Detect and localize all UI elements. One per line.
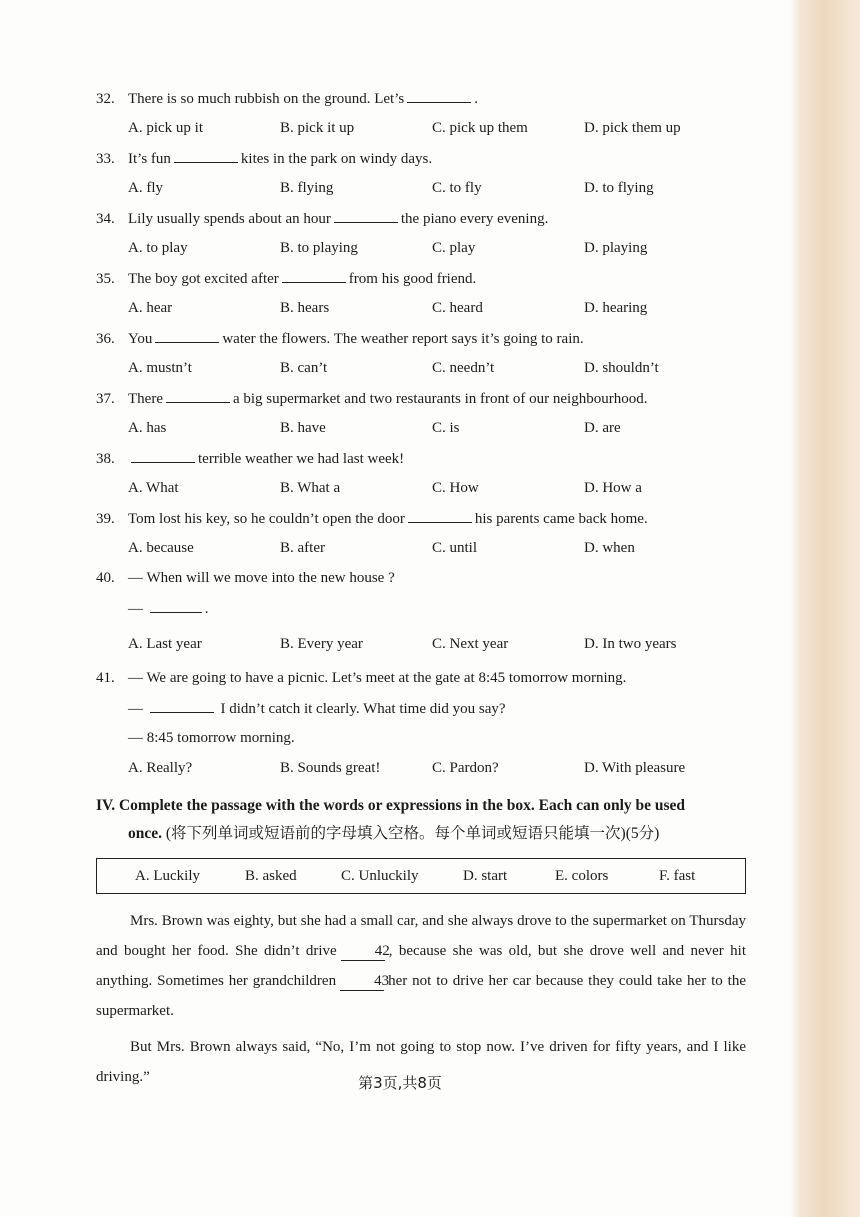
question-number: 41. xyxy=(96,670,115,686)
question-text-post: a big supermarket and two restaurants in front of our neighbourhood. xyxy=(232,391,648,407)
options-row xyxy=(96,358,746,388)
answer-blank[interactable] xyxy=(155,328,219,343)
word-box-item: A. Luckily xyxy=(135,868,200,884)
options-row xyxy=(96,118,746,148)
question-number: 32. xyxy=(96,91,115,107)
answer-option[interactable]: A. Really? xyxy=(128,760,193,776)
word-box-item: E. colors xyxy=(555,868,609,884)
page-footer: 第3页,共8页 xyxy=(358,1074,442,1092)
question-text: — When will we move into the new house ? xyxy=(128,570,395,586)
answer-option[interactable]: B. flying xyxy=(280,180,334,196)
options-row xyxy=(96,238,746,268)
answer-option[interactable]: D. are xyxy=(584,420,621,436)
blank-42[interactable]: 42 xyxy=(341,942,385,961)
answer-option[interactable]: B. Every year xyxy=(280,636,363,652)
answer-option[interactable]: A. has xyxy=(128,420,167,436)
word-box-item: B. asked xyxy=(245,868,297,884)
question-text-post: I didn’t catch it clearly. What time did you say? xyxy=(220,701,506,717)
question-item xyxy=(96,388,746,448)
dash: — xyxy=(128,701,143,717)
passage xyxy=(96,906,746,1092)
answer-option[interactable]: B. pick it up xyxy=(280,120,355,136)
question-text-post: . xyxy=(204,601,209,617)
answer-option[interactable]: A. What xyxy=(128,480,179,496)
question-text-post: his parents came back home. xyxy=(474,511,648,527)
question-number: 33. xyxy=(96,151,115,167)
question-text-pre: It’s fun xyxy=(128,151,171,167)
section-heading-line1: IV. Complete the passage with the words or expressions in the box. Each can only be used xyxy=(96,797,686,814)
answer-option[interactable]: D. when xyxy=(584,540,635,556)
passage-paragraph-2: But Mrs. Brown always said, “No, I’m not going to stop now. I’ve driven for fifty years, and I like driving.” xyxy=(96,1039,746,1085)
answer-option[interactable]: C. Pardon? xyxy=(432,760,499,776)
section-heading-line2: once. xyxy=(128,825,163,842)
answer-option[interactable]: C. is xyxy=(432,420,460,436)
options-row xyxy=(96,478,746,508)
options-row xyxy=(96,634,746,664)
answer-option[interactable]: D. With pleasure xyxy=(584,760,686,776)
answer-option[interactable]: D. playing xyxy=(584,240,648,256)
question-item xyxy=(96,448,746,508)
word-box xyxy=(96,858,746,894)
answer-blank[interactable] xyxy=(407,88,471,103)
question-item xyxy=(96,208,746,268)
answer-blank[interactable] xyxy=(174,148,238,163)
multiple-choice-list xyxy=(96,88,746,568)
answer-option[interactable]: B. Sounds great! xyxy=(280,760,381,776)
answer-blank[interactable] xyxy=(166,388,230,403)
answer-option[interactable]: C. pick up them xyxy=(432,120,528,136)
question-number: 38. xyxy=(96,451,115,467)
question-number: 34. xyxy=(96,211,115,227)
answer-option[interactable]: B. have xyxy=(280,420,326,436)
answer-option[interactable]: D. hearing xyxy=(584,300,648,316)
answer-option[interactable]: D. to flying xyxy=(584,180,654,196)
passage-text: her not to drive her car because they could take her to the supermarket. xyxy=(96,973,746,1019)
answer-option[interactable]: A. because xyxy=(128,540,194,556)
options-row xyxy=(96,758,746,788)
answer-option[interactable]: C. heard xyxy=(432,300,483,316)
question-text-post: terrible weather we had last week! xyxy=(198,451,405,467)
passage-text: , because she was old, but she drove well and never hit anything. Sometimes her grandchildren xyxy=(96,943,746,989)
answer-option[interactable]: D. How a xyxy=(584,480,642,496)
word-box-item: C. Unluckily xyxy=(341,868,419,884)
question-text xyxy=(128,328,746,349)
question-text-line3: — 8:45 tomorrow morning. xyxy=(128,730,295,746)
options-row xyxy=(96,298,746,328)
options-row xyxy=(96,418,746,448)
answer-option[interactable]: B. What a xyxy=(280,480,341,496)
question-text-pre: There xyxy=(128,391,163,407)
question-number: 39. xyxy=(96,511,115,527)
question-item xyxy=(96,88,746,148)
blank-43[interactable]: 43 xyxy=(340,972,384,991)
page-content xyxy=(96,88,746,1092)
answer-option[interactable]: C. How xyxy=(432,480,479,496)
answer-option[interactable]: D. shouldn’t xyxy=(584,360,659,376)
question-40 xyxy=(96,568,746,664)
question-item xyxy=(96,328,746,388)
question-text xyxy=(128,508,746,529)
options-row xyxy=(96,178,746,208)
passage-paragraph-1 xyxy=(96,906,746,1026)
answer-option[interactable]: C. until xyxy=(432,540,478,556)
question-text xyxy=(128,208,746,229)
answer-blank[interactable] xyxy=(131,448,195,463)
next-page-edge xyxy=(800,0,860,1217)
answer-option[interactable]: A. mustn’t xyxy=(128,360,192,376)
question-text-post: from his good friend. xyxy=(348,271,477,287)
options-row xyxy=(96,538,746,568)
answer-option[interactable]: C. needn’t xyxy=(432,360,495,376)
question-number: 37. xyxy=(96,391,115,407)
answer-option[interactable]: B. can’t xyxy=(280,360,328,376)
answer-blank[interactable] xyxy=(282,268,346,283)
question-item xyxy=(96,268,746,328)
answer-option[interactable]: A. fly xyxy=(128,180,163,196)
question-text-pre: Lily usually spends about an hour xyxy=(128,211,331,227)
answer-blank[interactable] xyxy=(334,208,398,223)
question-text xyxy=(128,388,746,409)
answer-option[interactable]: A. hear xyxy=(128,300,173,316)
answer-option[interactable]: D. pick them up xyxy=(584,120,681,136)
question-text-pre: The boy got excited after xyxy=(128,271,279,287)
answer-option[interactable]: B. after xyxy=(280,540,325,556)
answer-option[interactable]: B. to playing xyxy=(280,240,358,256)
answer-option[interactable]: A. pick up it xyxy=(128,120,203,136)
question-text-pre: There is so much rubbish on the ground. Let’s xyxy=(128,91,405,107)
question-item xyxy=(96,508,746,568)
question-number: 36. xyxy=(96,331,115,347)
question-text xyxy=(128,268,746,289)
answer-option[interactable]: C. play xyxy=(432,240,476,256)
question-text xyxy=(128,448,746,469)
answer-option[interactable]: A. to play xyxy=(128,240,188,256)
question-41 xyxy=(96,668,746,788)
question-text-post: . xyxy=(474,91,478,107)
question-text-post: water the flowers. The weather report says it’s going to rain. xyxy=(222,331,584,347)
section-instructions-cn: (将下列单词或短语前的字母填入空格。每个单词或短语只能填一次)(5分) xyxy=(165,825,660,842)
passage-text: Mrs. Brown was eighty, but she had a small car, and she always drove to the supermarket on Thursday and bought her food. She didn’t drive xyxy=(96,913,746,959)
answer-option[interactable]: B. hears xyxy=(280,300,330,316)
answer-option[interactable]: C. to fly xyxy=(432,180,482,196)
question-text-post: the piano every evening. xyxy=(400,211,549,227)
question-number: 35. xyxy=(96,271,115,287)
question-text-pre: You xyxy=(128,331,153,347)
dash: — xyxy=(128,601,143,617)
answer-blank[interactable] xyxy=(408,508,472,523)
answer-blank[interactable] xyxy=(150,598,202,613)
answer-option[interactable]: C. Next year xyxy=(432,636,509,652)
word-box-item: D. start xyxy=(463,868,508,884)
question-text: — We are going to have a picnic. Let’s meet at the gate at 8:45 tomorrow morning. xyxy=(128,670,627,686)
section-4-heading xyxy=(96,792,746,848)
question-item xyxy=(96,148,746,208)
word-box-item: F. fast xyxy=(659,868,696,884)
question-text-pre: Tom lost his key, so he couldn’t open the door xyxy=(128,511,405,527)
question-text xyxy=(128,88,746,109)
question-text xyxy=(128,148,746,169)
answer-option[interactable]: A. Last year xyxy=(128,636,202,652)
answer-blank[interactable] xyxy=(150,698,214,713)
question-text-post: kites in the park on windy days. xyxy=(240,151,433,167)
answer-option[interactable]: D. In two years xyxy=(584,636,677,652)
question-number: 40. xyxy=(96,570,115,586)
